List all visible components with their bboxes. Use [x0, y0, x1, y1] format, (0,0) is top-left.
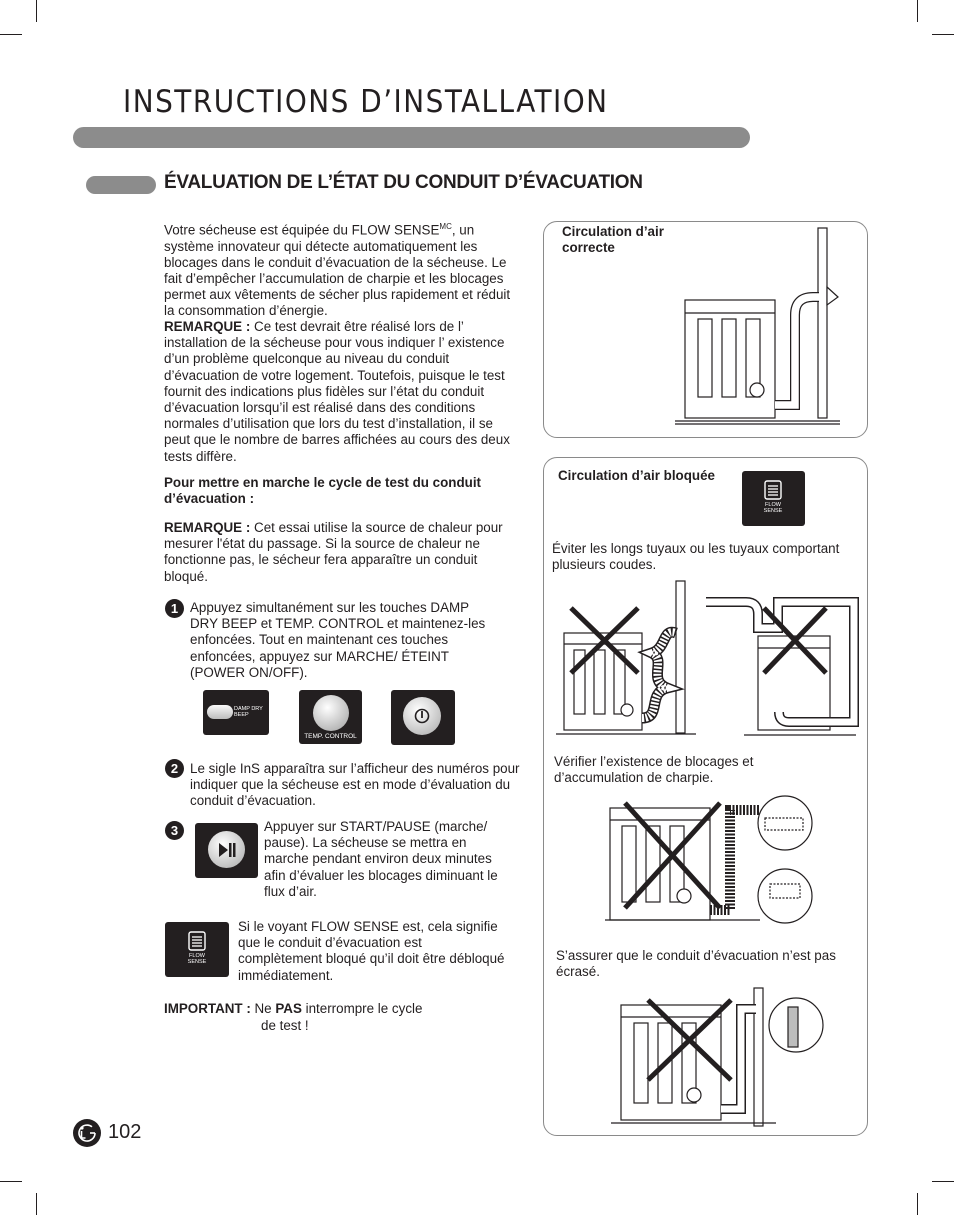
note-paragraph: REMARQUE : Ce test devrait être réalisé lors de l’ installation de la sécheuse pour vous indiquer l’ existence d’un problème quelconque au niveau du conduit d’évacuation de votre logement. Toutefois, puisque le test fournit des indications plus fidèles sur l’état du conduit d’évacuation lorsqu’il est réalisé dans des conditions normales d’utilisation que lors du test d’installation, il se peut que le nombre de barres affichées au cours des deux tests diffère.	[164, 319, 510, 464]
start-heading: Pour mettre en marche le cycle de test du conduit d’évacuation :	[164, 475, 482, 507]
temp-control-label: TEMP. CONTROL	[304, 733, 357, 740]
important-note-line2: de test !	[261, 1018, 309, 1033]
step-number-1: 1	[165, 599, 184, 618]
tip-crushed-duct: S’assurer que le conduit d’évacuation n’est pas écrasé.	[556, 948, 836, 980]
crop-mark	[36, 1193, 37, 1215]
page-title: INSTRUCTIONS D’INSTALLATION	[123, 84, 609, 120]
panel-correct-title: Circulation d’air correcte	[562, 224, 664, 256]
start-pause-button	[195, 823, 258, 878]
note2-paragraph: REMARQUE : Cet essai utilise la source de chaleur pour mesurer l'état du passage. Si la source de chaleur ne fonctionne pas, le sécheur fera apparaître un conduit bloqué.	[164, 520, 503, 584]
damp-dry-beep-button	[203, 690, 269, 735]
page-number: 102	[108, 1121, 142, 1143]
flow-sense-icon	[188, 931, 206, 951]
flow-sense-note: Si le voyant FLOW SENSE est, cela signifie que le conduit d’évacuation est complètement bloqué qu’il doit être débloqué immédiatement.	[238, 919, 505, 983]
crop-mark	[0, 1181, 22, 1182]
crop-mark	[36, 0, 37, 22]
crop-mark	[917, 1193, 918, 1215]
long-duct-illustration	[556, 578, 860, 740]
flow-sense-indicator-panel	[742, 471, 805, 526]
step-2-text: Le sigle InS apparaîtra sur l’afficheur des numéros pour indiquer que la sécheuse est en mode d’évaluation du conduit d’évacuation.	[190, 761, 520, 809]
intro-paragraph: Votre sécheuse est équipée du FLOW $SENSE^{MC}$, un système innovateur qui détecte automatiquement les blocages dans le conduit d’évacuation de la sécheuse. Le fait d’empêcher l’accumulation de charpie et les blocages permet aux vêtements de sécher plus rapidement et réduit la consommation d’énergie.	[164, 222, 511, 319]
step-number-3: 3	[165, 821, 184, 840]
section-title: ÉVALUATION DE L’ÉTAT DU CONDUIT D’ÉVACUATION	[164, 172, 643, 193]
power-icon	[413, 707, 431, 725]
flow-sense-indicator	[165, 922, 229, 977]
step-3-text: Appuyer sur START/PAUSE (marche/ pause). La sécheuse se mettra en marche pendant environ deux minutes afin d’évaluer les blocages diminuant le flux d’air.	[264, 819, 498, 899]
crushed-duct-illustration	[606, 985, 826, 1130]
step-number-2: 2	[165, 759, 184, 778]
damp-dry-beep-label: DAMP DRY BEEP	[234, 706, 263, 718]
crop-mark	[917, 0, 918, 22]
tip-long-ducts: Éviter les longs tuyaux ou les tuyaux comportant plusieurs coudes.	[552, 541, 840, 573]
play-pause-icon	[216, 840, 238, 860]
dryer-correct-illustration	[670, 225, 850, 430]
crop-mark	[932, 1181, 954, 1182]
section-pill	[86, 176, 156, 194]
title-bar	[73, 127, 750, 148]
flow-sense-icon	[764, 480, 782, 500]
lint-blockage-illustration	[600, 788, 820, 928]
lg-logo	[72, 1118, 102, 1148]
panel-blocked-title: Circulation d’air bloquée	[558, 468, 715, 483]
step-1-text: Appuyez simultanément sur les touches DAMP DRY BEEP et TEMP. CONTROL et maintenez-les enfoncées. Tout en maintenant ces touches enfoncées, appuyez sur MARCHE/ ÉTEINT (POWER ON/OFF).	[190, 600, 486, 680]
flow-sense-label: FLOW SENSE	[763, 502, 783, 514]
tip-blockage: Vérifier l’existence de blocages et d’accumulation de charpie.	[554, 754, 754, 786]
crop-mark	[932, 34, 954, 35]
crop-mark	[0, 34, 22, 35]
flow-sense-label: FLOW SENSE	[187, 953, 207, 965]
important-note: IMPORTANT : Ne PAS interrompre le cycle	[164, 1001, 423, 1016]
temp-control-button	[299, 690, 362, 744]
power-button	[391, 690, 455, 745]
